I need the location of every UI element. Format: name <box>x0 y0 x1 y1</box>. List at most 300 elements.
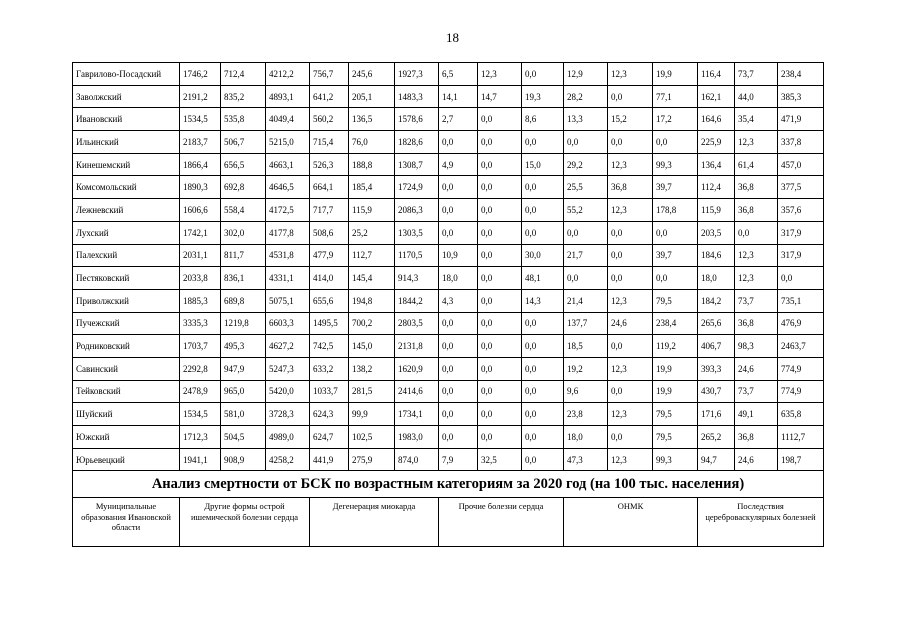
table-cell: 94,7 <box>698 448 735 471</box>
table-cell: 4646,5 <box>266 176 310 199</box>
table-cell: 79,5 <box>653 403 698 426</box>
district-name: Комсомольский <box>73 176 180 199</box>
table-cell: 635,8 <box>778 403 824 426</box>
table-cell: 99,9 <box>349 403 395 426</box>
table-cell: 5247,3 <box>266 357 310 380</box>
table-cell: 8,6 <box>522 108 564 131</box>
table-cell: 281,5 <box>349 380 395 403</box>
table-cell: 0,0 <box>522 176 564 199</box>
mortality-table <box>72 62 824 547</box>
table-cell: 0,0 <box>439 335 478 358</box>
table-cell: 61,4 <box>735 153 778 176</box>
table-cell: 12,3 <box>608 357 653 380</box>
table-cell: 1033,7 <box>310 380 349 403</box>
table-cell: 506,7 <box>221 131 266 154</box>
table-cell: 0,0 <box>478 199 522 222</box>
district-name: Пестяковский <box>73 267 180 290</box>
section-title: Анализ смертности от БСК по возрастным категориям за 2020 год (на 100 тыс. населения) <box>73 471 824 498</box>
district-name: Гаврилово-Посадский <box>73 63 180 86</box>
table-cell: 245,6 <box>349 63 395 86</box>
table-cell: 4989,0 <box>266 426 310 449</box>
table-cell: 49,1 <box>735 403 778 426</box>
table-cell: 526,3 <box>310 153 349 176</box>
table-cell: 12,3 <box>735 244 778 267</box>
table-cell: 12,3 <box>478 63 522 86</box>
table-cell: 3728,3 <box>266 403 310 426</box>
table-cell: 24,6 <box>735 357 778 380</box>
table-cell: 1219,8 <box>221 312 266 335</box>
table-cell: 508,6 <box>310 221 349 244</box>
table-cell: 4663,1 <box>266 153 310 176</box>
table-row <box>73 108 824 131</box>
table-cell: 19,9 <box>653 357 698 380</box>
table-cell: 633,2 <box>310 357 349 380</box>
table-cell: 12,3 <box>735 267 778 290</box>
table-cell: 0,0 <box>522 221 564 244</box>
table-cell: 715,4 <box>310 131 349 154</box>
table-cell: 377,5 <box>778 176 824 199</box>
table-cell: 12,3 <box>608 199 653 222</box>
column-header: Последствия цереброваскулярных болезней <box>698 498 824 547</box>
table-cell: 0,0 <box>564 267 608 290</box>
table-row <box>73 335 824 358</box>
table-cell: 184,2 <box>698 289 735 312</box>
table-cell: 0,0 <box>522 63 564 86</box>
district-name: Заволжский <box>73 85 180 108</box>
table-cell: 1112,7 <box>778 426 824 449</box>
table-cell: 36,8 <box>608 176 653 199</box>
table-row <box>73 357 824 380</box>
table-cell: 24,6 <box>608 312 653 335</box>
table-cell: 0,0 <box>653 131 698 154</box>
table-cell: 1534,5 <box>180 108 221 131</box>
table-cell: 1927,3 <box>395 63 439 86</box>
table-cell: 19,9 <box>653 380 698 403</box>
table-cell: 3335,3 <box>180 312 221 335</box>
table-cell: 914,3 <box>395 267 439 290</box>
table-cell: 2414,6 <box>395 380 439 403</box>
table-cell: 171,6 <box>698 403 735 426</box>
table-cell: 0,0 <box>478 312 522 335</box>
table-cell: 0,0 <box>522 131 564 154</box>
table-cell: 0,0 <box>608 221 653 244</box>
table-cell: 4627,2 <box>266 335 310 358</box>
table-cell: 1941,1 <box>180 448 221 471</box>
table-cell: 12,3 <box>608 289 653 312</box>
table-cell: 1483,3 <box>395 85 439 108</box>
table-cell: 811,7 <box>221 244 266 267</box>
table-cell: 15,0 <box>522 153 564 176</box>
table-cell: 115,9 <box>349 199 395 222</box>
table-cell: 12,3 <box>735 131 778 154</box>
table-cell: 79,5 <box>653 426 698 449</box>
table-cell: 0,0 <box>653 267 698 290</box>
section-title-row <box>73 471 824 498</box>
table-cell: 756,7 <box>310 63 349 86</box>
table-row <box>73 131 824 154</box>
table-cell: 44,0 <box>735 85 778 108</box>
table-cell: 0,0 <box>478 153 522 176</box>
table-cell: 874,0 <box>395 448 439 471</box>
table-cell: 0,0 <box>608 426 653 449</box>
table-cell: 836,1 <box>221 267 266 290</box>
table-cell: 0,0 <box>478 176 522 199</box>
page-number: 18 <box>446 30 459 45</box>
table-cell: 1983,0 <box>395 426 439 449</box>
table-cell: 393,3 <box>698 357 735 380</box>
table-cell: 742,5 <box>310 335 349 358</box>
district-name: Приволжский <box>73 289 180 312</box>
table-cell: 12,3 <box>608 153 653 176</box>
table-cell: 2183,7 <box>180 131 221 154</box>
table-row <box>73 199 824 222</box>
table-cell: 79,5 <box>653 289 698 312</box>
table-cell: 184,6 <box>698 244 735 267</box>
table-cell: 0,0 <box>478 267 522 290</box>
table-cell: 535,8 <box>221 108 266 131</box>
table-cell: 2463,7 <box>778 335 824 358</box>
table-cell: 712,4 <box>221 63 266 86</box>
table-cell: 23,8 <box>564 403 608 426</box>
table-cell: 0,0 <box>564 221 608 244</box>
table-cell: 9,6 <box>564 380 608 403</box>
table-row <box>73 403 824 426</box>
district-name: Савинский <box>73 357 180 380</box>
header-row <box>73 498 824 547</box>
table-cell: 624,3 <box>310 403 349 426</box>
table-cell: 36,8 <box>735 426 778 449</box>
table-cell: 2191,2 <box>180 85 221 108</box>
table-cell: 12,3 <box>608 448 653 471</box>
table-cell: 0,0 <box>522 335 564 358</box>
table-cell: 477,9 <box>310 244 349 267</box>
table-cell: 12,9 <box>564 63 608 86</box>
table-cell: 5420,0 <box>266 380 310 403</box>
table-cell: 2131,8 <box>395 335 439 358</box>
district-name: Юрьевецкий <box>73 448 180 471</box>
table-cell: 99,3 <box>653 153 698 176</box>
table-cell: 21,4 <box>564 289 608 312</box>
table-cell: 0,0 <box>522 403 564 426</box>
table-row <box>73 267 824 290</box>
table-cell: 39,7 <box>653 176 698 199</box>
table-cell: 947,9 <box>221 357 266 380</box>
table-cell: 457,0 <box>778 153 824 176</box>
table-cell: 1495,5 <box>310 312 349 335</box>
table-cell: 238,4 <box>778 63 824 86</box>
table-cell: 385,3 <box>778 85 824 108</box>
table-cell: 1890,3 <box>180 176 221 199</box>
table-cell: 317,9 <box>778 221 824 244</box>
table-cell: 28,2 <box>564 85 608 108</box>
table-cell: 0,0 <box>608 335 653 358</box>
table-cell: 238,4 <box>653 312 698 335</box>
table-cell: 656,5 <box>221 153 266 176</box>
table-cell: 1303,5 <box>395 221 439 244</box>
district-name: Ильинский <box>73 131 180 154</box>
table-cell: 1885,3 <box>180 289 221 312</box>
table-cell: 1170,5 <box>395 244 439 267</box>
table-cell: 4,9 <box>439 153 478 176</box>
table-cell: 471,9 <box>778 108 824 131</box>
table-cell: 337,8 <box>778 131 824 154</box>
table-cell: 476,9 <box>778 312 824 335</box>
table-row <box>73 85 824 108</box>
table-cell: 441,9 <box>310 448 349 471</box>
table-cell: 0,0 <box>439 131 478 154</box>
table-cell: 0,0 <box>522 312 564 335</box>
table-cell: 1703,7 <box>180 335 221 358</box>
district-name: Шуйский <box>73 403 180 426</box>
table-cell: 98,3 <box>735 335 778 358</box>
table-cell: 0,0 <box>439 199 478 222</box>
table-cell: 73,7 <box>735 380 778 403</box>
table-cell: 12,3 <box>608 403 653 426</box>
table-cell: 717,7 <box>310 199 349 222</box>
table-cell: 18,0 <box>564 426 608 449</box>
table-cell: 302,0 <box>221 221 266 244</box>
district-name: Лежневский <box>73 199 180 222</box>
table-cell: 164,6 <box>698 108 735 131</box>
table-cell: 0,0 <box>608 131 653 154</box>
table-cell: 965,0 <box>221 380 266 403</box>
table-cell: 39,7 <box>653 244 698 267</box>
table-cell: 12,3 <box>608 63 653 86</box>
table-cell: 0,0 <box>478 380 522 403</box>
table-cell: 112,7 <box>349 244 395 267</box>
table-cell: 55,2 <box>564 199 608 222</box>
table-cell: 188,8 <box>349 153 395 176</box>
table-cell: 136,5 <box>349 108 395 131</box>
table-cell: 0,0 <box>522 357 564 380</box>
table-cell: 1534,5 <box>180 403 221 426</box>
table-cell: 4893,1 <box>266 85 310 108</box>
table-cell: 25,5 <box>564 176 608 199</box>
table-cell: 4049,4 <box>266 108 310 131</box>
table-cell: 21,7 <box>564 244 608 267</box>
column-header: Муниципальные образования Ивановской области <box>73 498 180 547</box>
table-cell: 203,5 <box>698 221 735 244</box>
table-cell: 13,3 <box>564 108 608 131</box>
table-cell: 265,2 <box>698 426 735 449</box>
table-row <box>73 63 824 86</box>
table-cell: 99,3 <box>653 448 698 471</box>
table-cell: 18,0 <box>439 267 478 290</box>
table-cell: 198,7 <box>778 448 824 471</box>
table-cell: 700,2 <box>349 312 395 335</box>
table-cell: 36,8 <box>735 176 778 199</box>
table-cell: 138,2 <box>349 357 395 380</box>
table-cell: 1742,1 <box>180 221 221 244</box>
table-cell: 406,7 <box>698 335 735 358</box>
table-cell: 0,0 <box>478 403 522 426</box>
table-cell: 1866,4 <box>180 153 221 176</box>
table-cell: 4531,8 <box>266 244 310 267</box>
table-cell: 0,0 <box>439 403 478 426</box>
table-cell: 102,5 <box>349 426 395 449</box>
district-name: Тейковский <box>73 380 180 403</box>
table-cell: 1844,2 <box>395 289 439 312</box>
table-row <box>73 448 824 471</box>
table-cell: 2033,8 <box>180 267 221 290</box>
table-cell: 4177,8 <box>266 221 310 244</box>
table-cell: 774,9 <box>778 357 824 380</box>
table-cell: 430,7 <box>698 380 735 403</box>
table-cell: 4258,2 <box>266 448 310 471</box>
table-cell: 73,7 <box>735 63 778 86</box>
table-cell: 73,7 <box>735 289 778 312</box>
table-cell: 0,0 <box>735 221 778 244</box>
table-cell: 10,9 <box>439 244 478 267</box>
table-cell: 112,4 <box>698 176 735 199</box>
table-cell: 1712,3 <box>180 426 221 449</box>
district-name: Пучежский <box>73 312 180 335</box>
table-cell: 194,8 <box>349 289 395 312</box>
table-cell: 5215,0 <box>266 131 310 154</box>
table-cell: 5075,1 <box>266 289 310 312</box>
district-name: Южский <box>73 426 180 449</box>
table-cell: 655,6 <box>310 289 349 312</box>
table-cell: 116,4 <box>698 63 735 86</box>
table-cell: 4172,5 <box>266 199 310 222</box>
table-cell: 265,6 <box>698 312 735 335</box>
table-cell: 24,6 <box>735 448 778 471</box>
table-cell: 2478,9 <box>180 380 221 403</box>
district-name: Ивановский <box>73 108 180 131</box>
table-cell: 6603,3 <box>266 312 310 335</box>
table-cell: 317,9 <box>778 244 824 267</box>
table-cell: 30,0 <box>522 244 564 267</box>
table-cell: 0,0 <box>439 221 478 244</box>
table-cell: 275,9 <box>349 448 395 471</box>
table-cell: 136,4 <box>698 153 735 176</box>
table-cell: 0,0 <box>608 380 653 403</box>
table-cell: 581,0 <box>221 403 266 426</box>
column-header: Дегенерация миокарда <box>310 498 439 547</box>
table-cell: 0,0 <box>478 221 522 244</box>
district-name: Кинешемский <box>73 153 180 176</box>
table-cell: 0,0 <box>478 131 522 154</box>
table-cell: 1746,2 <box>180 63 221 86</box>
table-cell: 624,7 <box>310 426 349 449</box>
table-cell: 14,3 <box>522 289 564 312</box>
table-cell: 19,3 <box>522 85 564 108</box>
table-cell: 0,0 <box>522 380 564 403</box>
table-cell: 774,9 <box>778 380 824 403</box>
table-cell: 2803,5 <box>395 312 439 335</box>
table-row <box>73 221 824 244</box>
table-cell: 162,1 <box>698 85 735 108</box>
table-cell: 0,0 <box>608 85 653 108</box>
column-header: ОНМК <box>564 498 698 547</box>
table-row <box>73 244 824 267</box>
table-cell: 185,4 <box>349 176 395 199</box>
table-cell: 2,7 <box>439 108 478 131</box>
table-cell: 25,2 <box>349 221 395 244</box>
table-cell: 1620,9 <box>395 357 439 380</box>
table-cell: 0,0 <box>608 267 653 290</box>
table-cell: 47,3 <box>564 448 608 471</box>
table-cell: 414,0 <box>310 267 349 290</box>
table-cell: 0,0 <box>478 426 522 449</box>
table-cell: 495,3 <box>221 335 266 358</box>
table-cell: 14,7 <box>478 85 522 108</box>
table-cell: 14,1 <box>439 85 478 108</box>
column-header: Прочие болезни сердца <box>439 498 564 547</box>
table-cell: 0,0 <box>439 357 478 380</box>
district-name: Палехский <box>73 244 180 267</box>
table-cell: 2292,8 <box>180 357 221 380</box>
table-cell: 6,5 <box>439 63 478 86</box>
table-cell: 1724,9 <box>395 176 439 199</box>
table-cell: 0,0 <box>439 380 478 403</box>
table-cell: 178,8 <box>653 199 698 222</box>
table-cell: 692,8 <box>221 176 266 199</box>
table-cell: 0,0 <box>653 221 698 244</box>
table-cell: 4,3 <box>439 289 478 312</box>
table-cell: 1606,6 <box>180 199 221 222</box>
table-cell: 137,7 <box>564 312 608 335</box>
table-row <box>73 380 824 403</box>
table-cell: 225,9 <box>698 131 735 154</box>
table-cell: 4331,1 <box>266 267 310 290</box>
district-name: Родниковский <box>73 335 180 358</box>
table-cell: 36,8 <box>735 312 778 335</box>
table-cell: 908,9 <box>221 448 266 471</box>
table-cell: 7,9 <box>439 448 478 471</box>
table-cell: 17,2 <box>653 108 698 131</box>
table-cell: 0,0 <box>478 357 522 380</box>
table-cell: 19,2 <box>564 357 608 380</box>
table-row <box>73 153 824 176</box>
table-cell: 558,4 <box>221 199 266 222</box>
table-cell: 18,0 <box>698 267 735 290</box>
table-cell: 18,5 <box>564 335 608 358</box>
table-cell: 115,9 <box>698 199 735 222</box>
table-cell: 77,1 <box>653 85 698 108</box>
table-cell: 2086,3 <box>395 199 439 222</box>
table-cell: 560,2 <box>310 108 349 131</box>
table-cell: 0,0 <box>522 426 564 449</box>
table-cell: 735,1 <box>778 289 824 312</box>
table-row <box>73 289 824 312</box>
table-cell: 1578,6 <box>395 108 439 131</box>
table-cell: 0,0 <box>608 244 653 267</box>
table-cell: 0,0 <box>439 176 478 199</box>
table-cell: 0,0 <box>564 131 608 154</box>
table-cell: 19,9 <box>653 63 698 86</box>
table-cell: 0,0 <box>478 335 522 358</box>
table-cell: 504,5 <box>221 426 266 449</box>
table-cell: 4212,2 <box>266 63 310 86</box>
table-cell: 29,2 <box>564 153 608 176</box>
table-cell: 1308,7 <box>395 153 439 176</box>
table-cell: 0,0 <box>522 448 564 471</box>
table-cell: 35,4 <box>735 108 778 131</box>
table-cell: 357,6 <box>778 199 824 222</box>
table-cell: 641,2 <box>310 85 349 108</box>
table-cell: 0,0 <box>478 108 522 131</box>
table-cell: 835,2 <box>221 85 266 108</box>
table-cell: 0,0 <box>778 267 824 290</box>
table-cell: 145,0 <box>349 335 395 358</box>
table-cell: 76,0 <box>349 131 395 154</box>
table-row <box>73 426 824 449</box>
column-header: Другие формы острой ишемической болезни сердца <box>180 498 310 547</box>
table-cell: 0,0 <box>478 244 522 267</box>
table-cell: 36,8 <box>735 199 778 222</box>
district-name: Лухский <box>73 221 180 244</box>
